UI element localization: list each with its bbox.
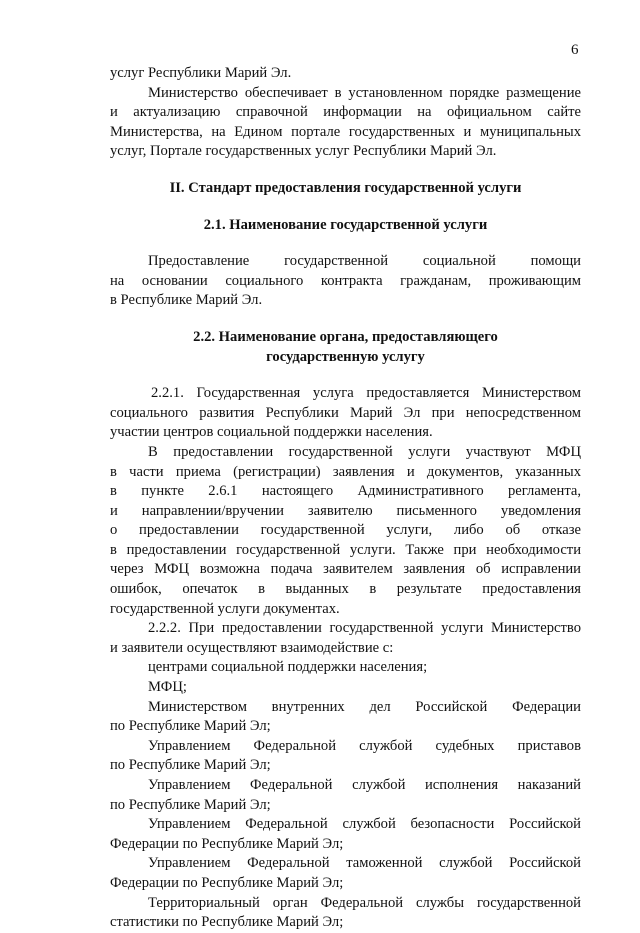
paragraph-2-2-1: 2.2.1. Государственная услуга предоставляется Министерством социального развития Республики Марий Эл при непосредственном участии центров социальной поддержки населения.: [110, 385, 581, 441]
interaction-list: [110, 658, 581, 932]
list-item: центрами социальной поддержки населения;: [148, 659, 428, 676]
list-item: Территориальный орган Федеральной службы государственной статистики по Республике Марий Эл;: [110, 894, 581, 931]
list-item: Управлением Федеральной службой исполнения наказаний по Республике Марий Эл;: [110, 777, 581, 813]
paragraph-2-2-2: 2.2.2. При предоставлении государственной услуги Министерство и заявители осуществляют взаимодействие с:: [110, 620, 581, 656]
list-item: Управлением Федеральной службой судебных приставов по Республике Марий Эл;: [110, 737, 581, 774]
list-item: Управлением Федеральной службой безопасности Российской Федерации по Республике Марий Эл;: [110, 816, 581, 852]
subsection-heading-2-1: 2.1. Наименование государственной услуги: [203, 216, 488, 233]
list-item: Министерством внутренних дел Российской Федерации по Республике Марий Эл;: [110, 698, 581, 735]
paragraph-website-info: Министерство обеспечивает в установленном порядке размещение и актуализацию справочной информации на официальном сайте Министерства, на Едином портале государственных и муниципальных услуг, Портале государственных услуг Республики Марий Эл.: [110, 84, 581, 160]
page-number: 6: [571, 42, 579, 58]
paragraph-mfc: В предоставлении государственной услуги участвуют МФЦ в части приема (регистрации) заявления и документов, указанных в пункте 2.6.1 настоящего Административного регламента, и направлении/вручении заявителю письменного уведомления о предоставлении государственной услуги, либо об отказе в предоставлении государственной услуги. Также при необходимости через МФЦ возможна подача заявителем заявления об исправлении ошибок, опечаток в выданных в результате предоставления государственной услуги документах.: [110, 443, 581, 617]
subsection-heading-2-2: 2.2. Наименование органа, предоставляющего государственную услугу: [193, 328, 498, 365]
list-item: МФЦ;: [148, 679, 187, 696]
section-heading: II. Стандарт предоставления государственной услуги: [169, 179, 522, 196]
paragraph-continuation: услуг Республики Марий Эл.: [110, 65, 292, 81]
list-item: Управлением Федеральной таможенной службой Российской Федерации по Республике Марий Эл;: [110, 855, 581, 891]
paragraph-service-name: Предоставление государственной социальной помощи на основании социального контракта гражданам, проживающим в Республике Марий Эл.: [110, 253, 581, 309]
document-body: [110, 64, 581, 933]
